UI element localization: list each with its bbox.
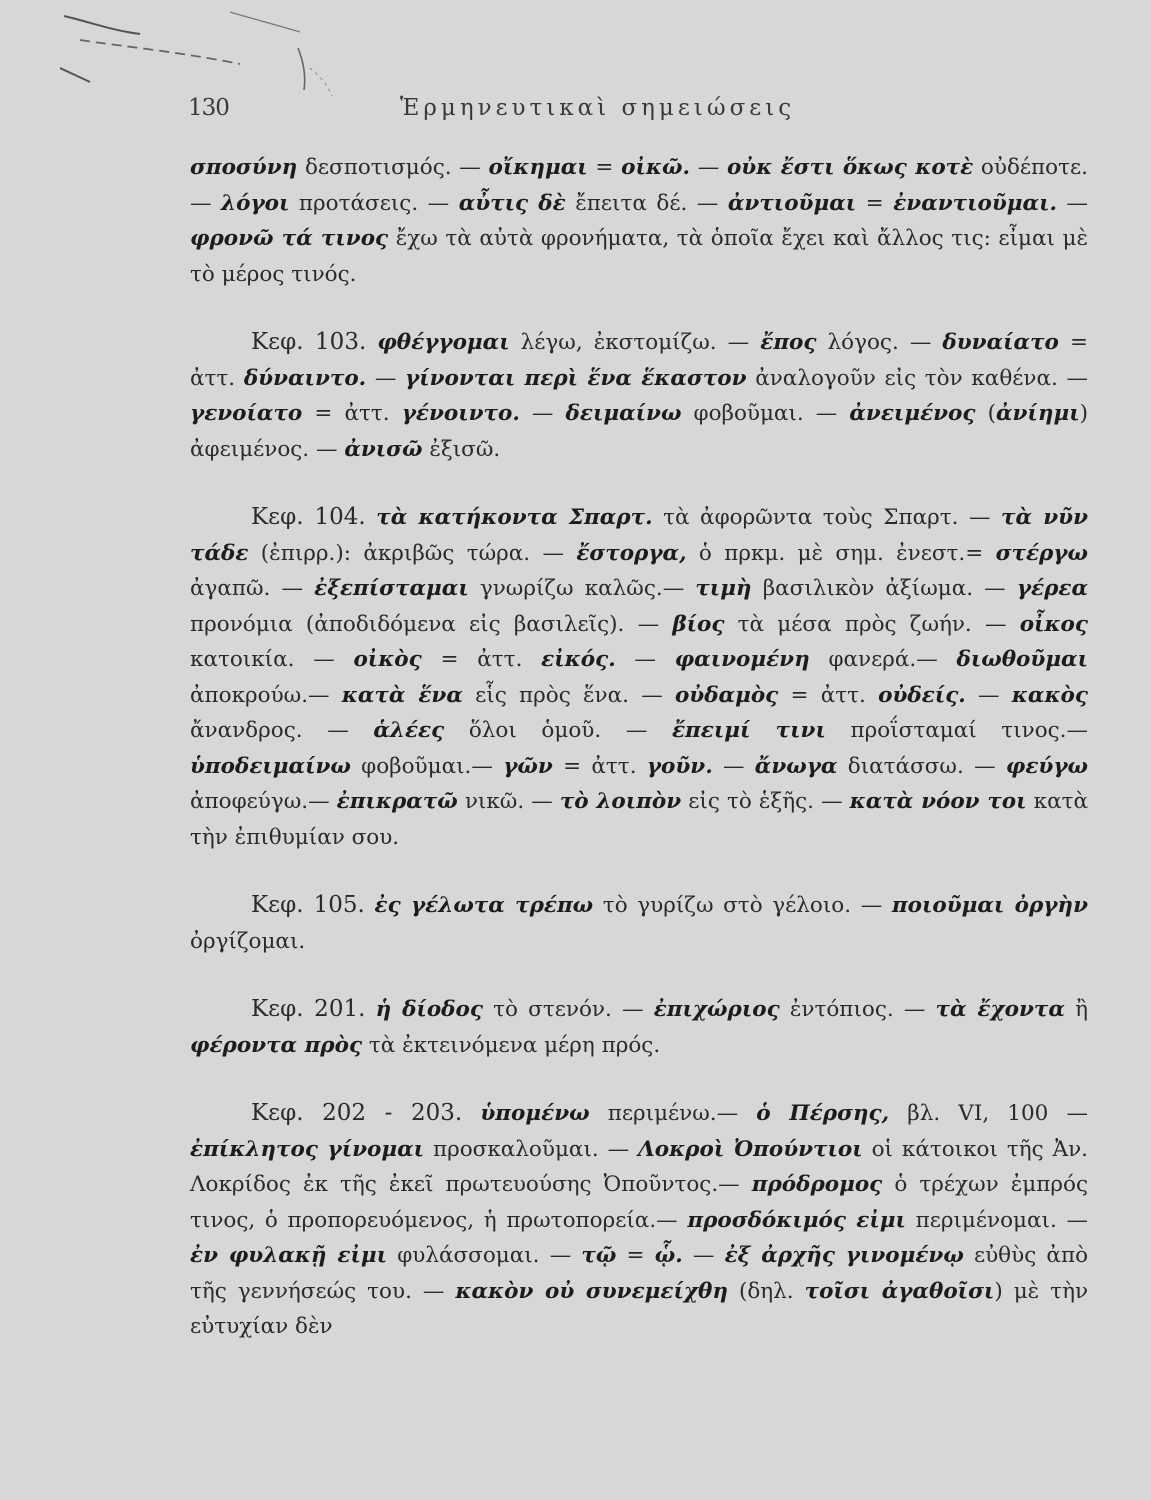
gloss-text: — <box>615 647 675 672</box>
lemma-term: ἐξ ἀρχῆς γινομένῳ <box>724 1243 964 1268</box>
gloss-text: κατὰ τὴν ἐπιθυμίαν σου. <box>190 789 1088 850</box>
lemma-term: ἔπειμί τινι <box>671 718 826 743</box>
gloss-text: ἔπειτα δέ. — <box>565 190 728 216</box>
lemma-term: οὐδείς. <box>878 682 966 708</box>
gloss-text: = <box>587 155 622 180</box>
gloss-text: λέγω, ἐκστομίζω. — <box>509 330 761 355</box>
gloss-text: εἷς πρὸς ἕνα. — <box>462 682 675 708</box>
lemma-term: οἰκὸς <box>353 647 422 672</box>
gloss-text: — <box>965 682 1012 708</box>
gloss-text: προΐσταμαί τινος.— <box>825 718 1089 743</box>
gloss-text: — <box>1056 190 1088 216</box>
gloss-text: ἀποκρούω.— <box>190 682 342 708</box>
lemma-term: ποιοῦμαι ὀργὴν <box>891 893 1088 918</box>
lemma-term: τῷ <box>581 1243 617 1268</box>
lemma-term: κακὸς <box>1011 682 1088 708</box>
page-header <box>188 95 1088 135</box>
gloss-text: νικῶ. — <box>457 789 560 814</box>
gloss-text: (ἐπιρρ.): ἀκριβῶς τώρα. — <box>248 540 577 566</box>
gloss-text <box>365 997 375 1022</box>
gloss-text: (δηλ. <box>727 1278 805 1304</box>
gloss-text: = <box>616 1243 655 1268</box>
lemma-term: ἐπίκλητος γίνομαι <box>190 1136 425 1162</box>
gloss-text: ὀργίζομαι. <box>190 928 306 954</box>
gloss-text: ἢ <box>1064 997 1088 1022</box>
running-title: Ἑρμηνευτικαὶ σημειώσεις <box>400 95 796 121</box>
lemma-term: ἁλέες <box>373 718 445 743</box>
lemma-term: δειμαίνω <box>565 401 682 426</box>
lemma-term: διωθοῦμαι <box>956 647 1088 672</box>
gloss-text: προνόμια (ἀποδιδόμενα εἰς βασιλεῖς). — <box>190 611 673 637</box>
gloss-text: προσκαλοῦμαι. — <box>424 1136 639 1162</box>
paragraph-continuation <box>190 150 1088 292</box>
gloss-text: = ἀττ. <box>190 330 1088 391</box>
lemma-term: φέροντα πρὸς <box>190 1032 363 1058</box>
lemma-term: στέργω <box>995 540 1088 566</box>
lemma-term: δύναιντο. <box>243 365 367 391</box>
chapter-number: Κεφ. 202 - 203. <box>251 1100 463 1126</box>
lemma-term: λόγοι <box>221 190 290 216</box>
gloss-text: — <box>690 155 727 180</box>
lemma-term: γίνονται περὶ ἕνα ἕκαστον <box>405 365 747 391</box>
lemma-term: οὐκ ἔστι ὅκως κοτὲ <box>726 155 974 180</box>
gloss-text: εἰς τὸ ἑξῆς. — <box>681 789 850 814</box>
gloss-text: ὁ πρκμ. μὲ σημ. ἐνεστ.= <box>686 540 996 566</box>
gloss-text: ὁ τρέχων ἐμπρός τινος, ὁ προπορευόμενος, ἡ πρωτοπορεία.— <box>190 1172 1089 1233</box>
gloss-text: ἀναλογοῦν εἰς τὸν καθένα. — <box>746 365 1089 391</box>
gloss-text: δεσποτισμός. — <box>297 155 489 180</box>
lemma-term: αὖτις δὲ <box>458 190 566 216</box>
gloss-text: = ἀττ. <box>421 647 542 672</box>
page-body <box>190 150 1088 1345</box>
gloss-text: = ἀττ. <box>552 753 647 779</box>
gloss-text: διατάσσω. — <box>837 753 1006 779</box>
lemma-term: γέρεα <box>1016 576 1088 601</box>
lemma-term: βίος <box>672 611 725 637</box>
lemma-term: γοῦν. <box>646 753 713 779</box>
lemma-term: πρόδρομος <box>751 1172 883 1197</box>
gloss-text: βασιλικὸν ἀξίωμα. — <box>751 576 1017 601</box>
lemma-term: ἐς γέλωτα τρέπω <box>374 893 594 918</box>
gloss-text: ) μὲ τὴν εὐτυχίαν δὲν <box>190 1278 1089 1339</box>
gloss-text: — <box>366 365 406 391</box>
lemma-term: φεύγω <box>1005 753 1088 779</box>
gloss-text: — <box>682 1243 725 1268</box>
gloss-text: = <box>856 190 894 216</box>
lemma-term: ὑπομένω <box>480 1101 590 1126</box>
gloss-text: κατοικία. — <box>190 647 354 672</box>
gloss-text: — <box>712 753 755 779</box>
gloss-text <box>366 505 377 530</box>
lemma-term: ἀνίημι <box>995 401 1080 426</box>
lemma-term: εἰκός. <box>541 647 616 672</box>
lemma-term: ἐπικρατῶ <box>336 789 458 814</box>
paragraph-chapter-201 <box>190 992 1088 1063</box>
gloss-text: = ἀττ. <box>302 401 402 426</box>
lemma-term: ἡ δίοδος <box>375 997 483 1022</box>
gloss-text: τὸ στενόν. — <box>482 997 654 1022</box>
gloss-text: περιμένω.— <box>589 1101 757 1126</box>
lemma-term: προσδόκιμός εἰμι <box>687 1207 906 1233</box>
lemma-term: γῶν <box>503 753 553 779</box>
lemma-term: κατὰ νόον τοι <box>849 789 1027 814</box>
lemma-term: ἀνισῶ <box>344 436 423 462</box>
lemma-term: ἐναντιοῦμαι. <box>893 190 1057 216</box>
lemma-term: δυναίατο <box>942 330 1059 355</box>
lemma-term: οἴκημαι <box>488 155 588 180</box>
gloss-text: ὅλοι ὁμοῦ. — <box>444 718 672 743</box>
lemma-term: τιμὴ <box>695 576 752 601</box>
lemma-term: κακὸν οὐ συνεμείχθη <box>455 1278 728 1304</box>
gloss-text: βλ. VI, 100 — <box>889 1101 1088 1126</box>
gloss-text: λόγος. — <box>816 330 943 355</box>
gloss-text: τὰ μέσα πρὸς ζωήν. — <box>724 611 1020 637</box>
gloss-text: φανερά.— <box>809 647 957 672</box>
chapter-number: Κεφ. 104. <box>251 504 366 530</box>
gloss-text: ἐξισῶ. <box>422 436 501 462</box>
lemma-term: οὐδαμὸς <box>674 682 779 708</box>
lemma-term: οἰκῶ. <box>621 155 690 180</box>
lemma-term: ἔπος <box>760 330 817 355</box>
lemma-term: τὰ νῦν τάδε <box>190 505 1088 566</box>
gloss-text: γνωρίζω καλῶς.— <box>468 576 696 601</box>
gloss-text: οἱ κάτοικοι τῆς Ἀν. Λοκρίδος ἐκ τῆς ἐκεῖ πρωτευούσης Ὀποῦντος.— <box>190 1136 1089 1197</box>
lemma-term: ᾧ. <box>654 1243 683 1268</box>
lemma-term: ὑποδειμαίνω <box>190 753 351 779</box>
lemma-term: γένοιντο. <box>401 401 520 426</box>
chapter-number: Κεφ. 201. <box>251 996 366 1022</box>
paragraph-chapter-202-203 <box>190 1096 1088 1345</box>
gloss-text: = ἀττ. <box>778 682 879 708</box>
gloss-text <box>366 330 377 355</box>
gloss-text: τὰ ἐκτεινόμενα μέρη πρός. <box>362 1032 661 1058</box>
lemma-term: γενοίατο <box>190 401 303 426</box>
lemma-term: φαινομένη <box>674 647 810 672</box>
lemma-term: ἐν φυλακῇ εἰμι <box>190 1243 388 1268</box>
paragraph-chapter-103 <box>190 325 1088 467</box>
gloss-text: περιμένομαι. — <box>905 1207 1088 1233</box>
lemma-term: τοῖσι ἀγαθοῖσι <box>804 1278 995 1304</box>
gloss-text: ἄνανδρος. — <box>190 718 374 743</box>
lemma-term: ἐξεπίσταμαι <box>314 576 469 601</box>
lemma-term: Λοκροὶ Ὀπούντιοι <box>638 1136 863 1162</box>
lemma-term: ἀντιοῦμαι <box>727 190 857 216</box>
gloss-text: οὐδέποτε. — <box>190 155 1088 216</box>
lemma-term: ἀνειμένος <box>849 401 976 426</box>
gloss-text: τὸ γυρίζω στὸ γέλοιο. — <box>593 893 892 918</box>
lemma-term: οἶκος <box>1019 611 1088 637</box>
lemma-term: ἐπιχώριος <box>653 997 780 1022</box>
gloss-text: — <box>519 401 566 426</box>
gloss-text: προτάσεις. — <box>289 190 459 216</box>
paragraph-chapter-105 <box>190 888 1088 959</box>
lemma-term: σποσύνη <box>190 155 298 180</box>
chapter-number: Κεφ. 103. <box>251 329 367 355</box>
gloss-text: ( <box>975 401 996 426</box>
chapter-number: Κεφ. 105. <box>251 892 365 918</box>
gloss-text: φυλάσσομαι. — <box>387 1243 582 1268</box>
lemma-term: τὸ λοιπὸν <box>559 789 682 814</box>
gloss-text: ) ἀφειμένος. — <box>190 401 1088 462</box>
gloss-text: εὐθὺς ἀπὸ τῆς γεννήσεώς του. — <box>190 1243 1089 1304</box>
lemma-term: ἄνωγα <box>754 753 838 779</box>
gloss-text: φοβοῦμαι. — <box>681 401 850 426</box>
gloss-text: ἐντόπιος. — <box>779 997 936 1022</box>
lemma-term: τὰ κατήκοντα Σπαρτ. <box>376 505 653 530</box>
gloss-text: ἀγαπῶ. — <box>190 576 315 601</box>
gloss-text: ἀποφεύγω.— <box>190 789 337 814</box>
lemma-term: κατὰ ἕνα <box>341 682 463 708</box>
lemma-term: ὁ Πέρσης, <box>756 1101 890 1126</box>
paragraph-chapter-104 <box>190 500 1088 855</box>
gloss-text: φοβοῦμαι.— <box>350 753 504 779</box>
gloss-text <box>462 1101 480 1126</box>
gloss-text <box>365 893 375 918</box>
lemma-term: τὰ ἔχοντα <box>935 997 1065 1022</box>
gloss-text: ἔχω τὰ αὐτὰ φρονήματα, τὰ ὁποῖα ἔχει καὶ ἄλλος τις: εἶμαι μὲ τὸ μέρος τινός. <box>190 226 1088 287</box>
lemma-term: ἔστοργα, <box>576 540 687 566</box>
lemma-term: φρονῶ τά τινος <box>190 226 389 251</box>
page-number: 130 <box>188 95 229 121</box>
lemma-term: φθέγγομαι <box>377 330 510 355</box>
scan-smudge-marks <box>60 8 340 98</box>
gloss-text: τὰ ἀφορῶντα τοὺς Σπαρτ. — <box>652 505 1002 530</box>
